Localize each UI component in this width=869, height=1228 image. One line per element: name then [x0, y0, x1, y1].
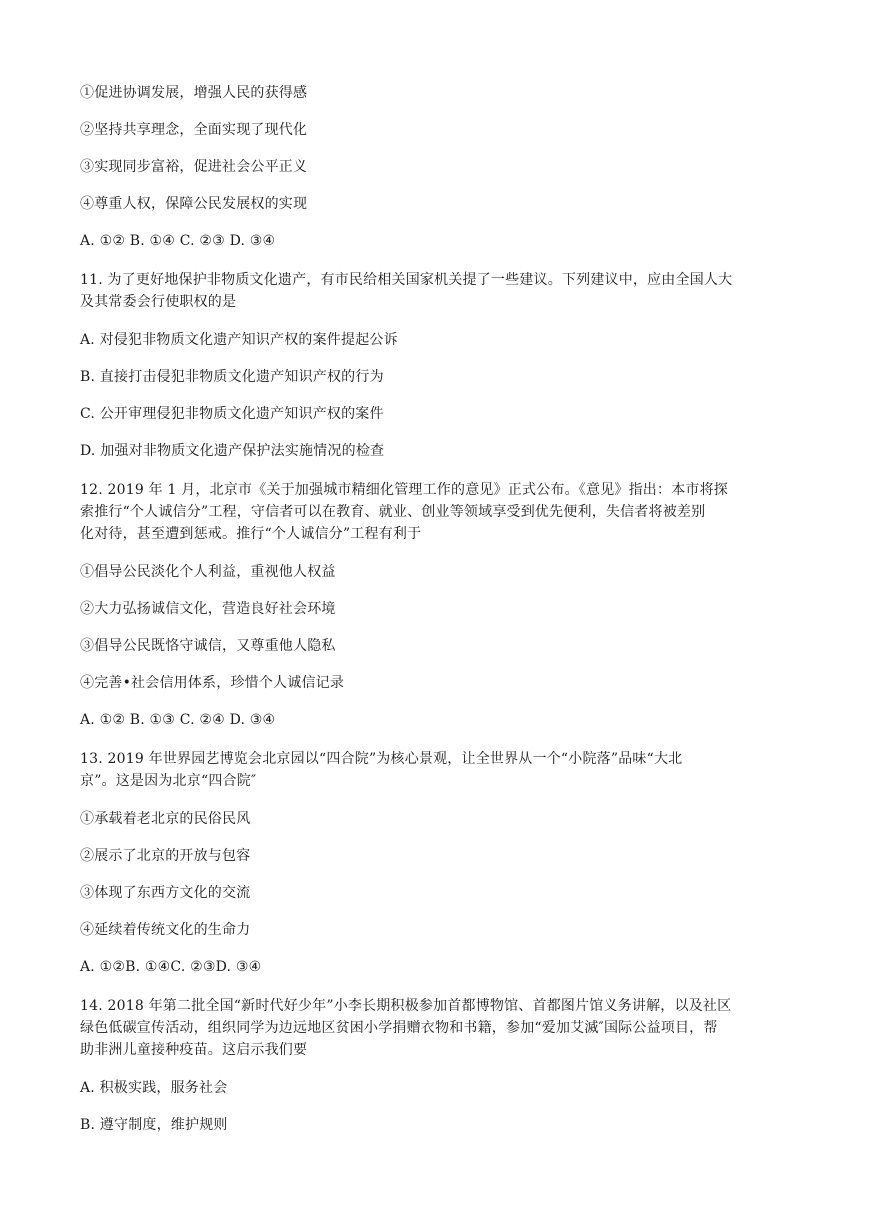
q12-stem-line-3: 化对待，甚至遭到惩戒。推行“个人诚信分”工程有利于: [80, 526, 422, 542]
q11-choice-d: D. 加强对非物质文化遗产保护法实施情况的检查: [80, 443, 385, 459]
q14-stem-line-3: 助非洲儿童接种疫苗。这启示我们要: [80, 1042, 308, 1058]
q12-stem-line-1: 12. 2019 年 1 月，北京市《关于加强城市精细化管理工作的意见》正式公布。《意见》指出：本市将探: [80, 482, 728, 498]
q11-stem-line-2: 及其常委会行使职权的是: [80, 294, 237, 310]
q12-option-4: ④完善•社会信用体系，珍惜个人诚信记录: [80, 675, 345, 691]
q10-option-3: ③实现同步富裕，促进社会公平正义: [80, 159, 308, 175]
q10-answer-choices: A. ①② B. ①④ C. ②③ D. ③④: [80, 233, 276, 249]
q14-choice-a: A. 积极实践，服务社会: [80, 1080, 228, 1096]
q11-choice-b: B. 直接打击侵犯非物质文化遗产知识产权的行为: [80, 369, 384, 385]
q10-option-4: ④尊重人权，保障公民发展权的实现: [80, 196, 308, 212]
q11-stem-line-1: 11. 为了更好地保护非物质文化遗产，有市民给相关国家机关提了一些建议。下列建议中，应由全国人大: [80, 272, 733, 288]
q13-option-2: ②展示了北京的开放与包容: [80, 848, 251, 864]
q13-stem-line-2: 京”。这是因为北京“四合院″: [80, 773, 257, 789]
q10-option-1: ①促进协调发展，增强人民的获得感: [80, 85, 308, 101]
q14-choice-b: B. 遵守制度，维护规则: [80, 1117, 228, 1133]
q12-option-1: ①倡导公民淡化个人利益，重视他人权益: [80, 564, 336, 580]
q13-stem-line-1: 13. 2019 年世界园艺博览会北京园以“四合院”为核心景观，让全世界从一个“小院落”品味“大北: [80, 751, 683, 767]
q12-answer-choices: A. ①② B. ①③ C. ②④ D. ③④: [80, 712, 276, 728]
q11-choice-a: A. 对侵犯非物质文化遗产知识产权的案件提起公诉: [80, 332, 398, 348]
q12-stem-line-2: 索推行“个人诚信分”工程，守信者可以在教育、就业、创业等领域享受到优先便利，失信者将被差别: [80, 504, 706, 520]
q13-option-3: ③体现了东西方文化的交流: [80, 885, 251, 901]
q12-option-3: ③倡导公民既恪守诚信，又尊重他人隐私: [80, 638, 336, 654]
q14-stem-line-1: 14. 2018 年第二批全国“新时代好少年”小李长期积极参加首都博物馆、首都图片馆义务讲解，以及社区: [80, 998, 732, 1014]
q12-option-2: ②大力弘扬诚信文化，营造良好社会环境: [80, 601, 336, 617]
q13-option-1: ①承载着老北京的民俗民风: [80, 811, 251, 827]
q13-option-4: ④延续着传统文化的生命力: [80, 922, 251, 938]
q13-answer-choices: A. ①②B. ①④C. ②③D. ③④: [80, 959, 262, 975]
q14-stem-line-2: 绿色低碳宣传活动，组织同学为边远地区贫困小学捐赠衣物和书籍，参加“爱加艾滅″国际公益项目，帮: [80, 1020, 718, 1036]
q11-choice-c: C. 公开审理侵犯非物质文化遗产知识产权的案件: [80, 406, 384, 422]
q10-option-2: ②坚持共享理念，全面实现了现代化: [80, 122, 308, 138]
